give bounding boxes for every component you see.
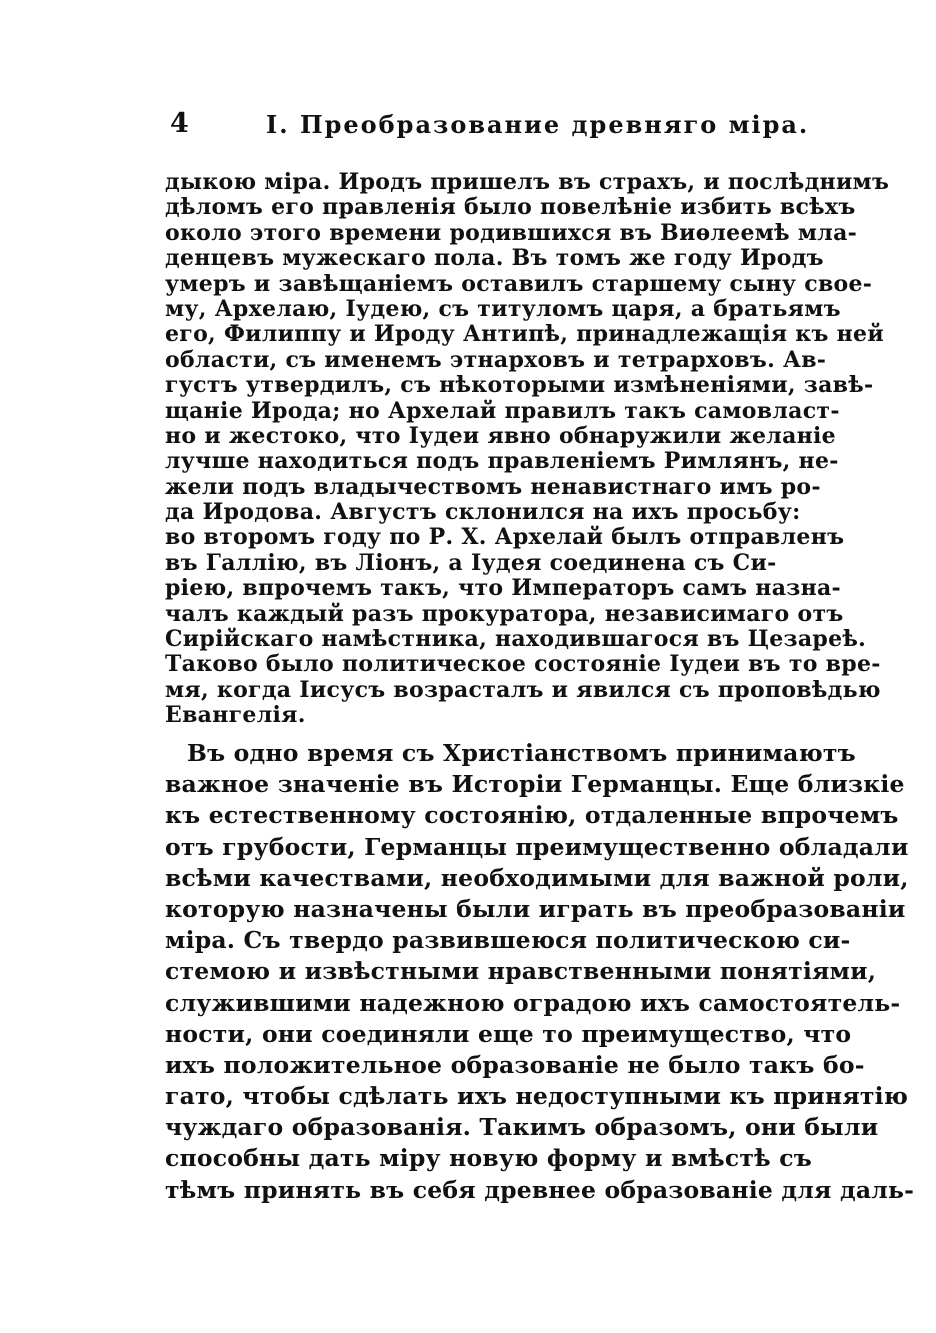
text-line: около этого времени родившихся въ Виѳлеемѣ мла- <box>165 219 858 246</box>
text-line: да Иродова. Августъ склонился на ихъ просьбу: <box>165 499 801 526</box>
text-line: дыкою міра. Иродъ пришелъ въ страхъ, и послѣднимъ <box>165 169 890 195</box>
text-line: его, Филиппу и Ироду Антипѣ, принадлежащія къ ней <box>165 321 884 348</box>
text-line: ихъ положительное образованіе не было такъ бо- <box>165 1050 865 1079</box>
text-line: важное значеніе въ Исторіи Германцы. Еще близкіе <box>165 770 905 799</box>
text-line: Сирійскаго намѣстника, находившагося въ Цезареѣ. <box>165 626 867 653</box>
text-line: умеръ и завѣщаніемъ оставилъ старшему сыну свое- <box>165 270 873 297</box>
text-line: міра. Съ твердо развившеюся политическою си- <box>165 926 851 955</box>
text-line: щаніе Ирода; но Архелай правилъ такъ самовласт- <box>165 397 840 424</box>
text-line: во второмъ году по Р. Х. Архелай былъ отправленъ <box>165 524 845 551</box>
text-line: тѣмъ принять въ себя древнее образованіе для даль- <box>165 1175 915 1204</box>
text-line: ріею, впрочемъ такъ, что Императоръ самъ назна- <box>165 575 841 602</box>
text-line: Въ одно время съ Христіанствомъ принимаютъ <box>187 739 856 767</box>
page-number: 4 <box>170 108 189 139</box>
text-line: области, съ именемъ этнарховъ и тетрарховъ. Ав- <box>165 346 827 373</box>
paragraph-germans <box>165 738 915 1206</box>
text-line: въ Галлію, въ Ліонъ, а Іудея соединена съ Си- <box>165 549 777 576</box>
paragraph-continuation <box>165 169 890 729</box>
text-line: густъ утвердилъ, съ нѣкоторыми измѣненіями, завѣ- <box>165 372 874 399</box>
text-line: дѣломъ его правленія было повелѣніе избить всѣхъ <box>165 194 856 221</box>
text-line: къ естественному состоянію, отдаленные впрочемъ <box>165 801 899 830</box>
text-line: денцевъ мужескаго пола. Въ томъ же году Иродъ <box>165 245 824 272</box>
text-line: гато, чтобы сдѣлать ихъ недоступными къ принятію <box>165 1082 909 1111</box>
text-line: лучше находиться подъ правленіемъ Римлянъ, не- <box>165 448 839 475</box>
text-line: Евангелія. <box>165 702 306 729</box>
text-line: служившими надежною оградою ихъ самостоятель- <box>165 988 901 1017</box>
text-line: чуждаго образованія. Такимъ образомъ, они были <box>165 1113 879 1142</box>
text-line: стемою и извѣстными нравственными понятіями, <box>165 957 877 986</box>
text-line: Таково было политическое состояніе Іудеи въ то вре- <box>165 651 881 678</box>
text-line: ности, они соединяли еще то преимущество, что <box>165 1019 852 1048</box>
text-line: мя, когда Іисусъ возрасталъ и явился съ проповѣдью <box>165 676 881 703</box>
text-line: жели подъ владычествомъ ненавистнаго имъ ро- <box>165 473 821 500</box>
text-line: способны дать міру новую форму и вмѣстѣ съ <box>165 1144 813 1173</box>
text-line: но и жестоко, что Іудеи явно обнаружили желаніе <box>165 422 836 449</box>
text-line: отъ грубости, Германцы преимущественно обладали <box>165 832 909 861</box>
text-line: му, Архелаю, Іудею, съ титуломъ царя, а братьямъ <box>165 295 841 322</box>
running-title: I. Преобразование древняго міра. <box>266 110 810 139</box>
text-line: чалъ каждый разъ прокуратора, независимаго отъ <box>165 600 844 627</box>
text-line: которую назначены были играть въ преобразованіи <box>165 894 906 923</box>
text-line: всѣми качествами, необходимыми для важной роли, <box>165 863 909 892</box>
page-header <box>170 108 810 148</box>
